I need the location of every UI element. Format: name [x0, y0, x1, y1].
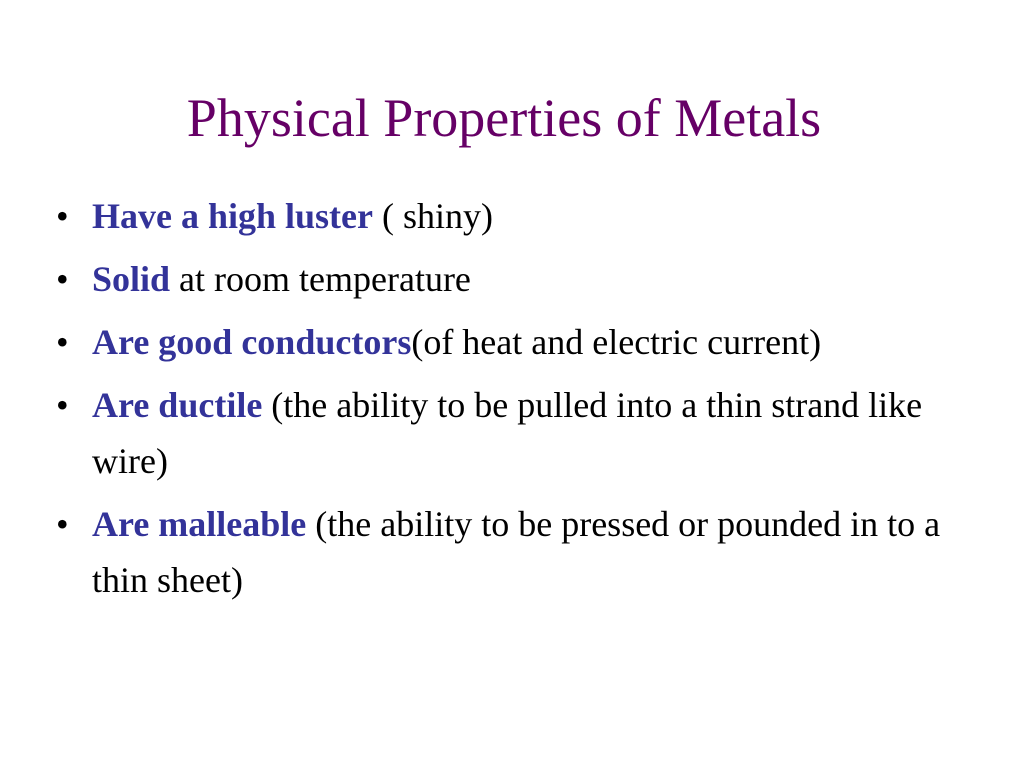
bullet-description: (of heat and electric current)	[411, 322, 822, 362]
bullet-dot-icon: •	[56, 259, 69, 299]
bullet-item-malleable	[56, 496, 966, 608]
bullet-item-conductors	[56, 314, 966, 370]
bullet-dot-icon: •	[56, 322, 69, 362]
bullet-description: ( shiny)	[373, 196, 494, 236]
bullet-dot-icon: •	[56, 504, 69, 544]
bullet-item-ductile	[56, 377, 966, 489]
bullet-description: (the ability to be pulled into a thin strand like wire)	[92, 385, 923, 481]
bullet-item-solid	[56, 251, 966, 307]
bullet-description: at room temperature	[170, 259, 471, 299]
key-term: Are malleable	[92, 504, 307, 544]
bullet-dot-icon: •	[56, 385, 69, 425]
bullet-description: (the ability to be pressed or pounded in to a thin sheet)	[92, 504, 941, 600]
bullet-text	[92, 322, 821, 362]
bullet-text	[92, 196, 493, 236]
bullet-text	[92, 504, 940, 600]
slide-title: Physical Properties of Metals	[186, 88, 822, 148]
key-term: Have a high luster	[92, 196, 374, 236]
bullet-text	[92, 385, 922, 481]
key-term: Are ductile	[92, 385, 263, 425]
key-term: Are good conductors	[92, 322, 412, 362]
bullet-list	[56, 188, 966, 615]
bullet-dot-icon: •	[56, 196, 69, 236]
bullet-item-luster	[56, 188, 966, 244]
key-term: Solid	[92, 259, 171, 299]
bullet-text	[92, 259, 471, 299]
